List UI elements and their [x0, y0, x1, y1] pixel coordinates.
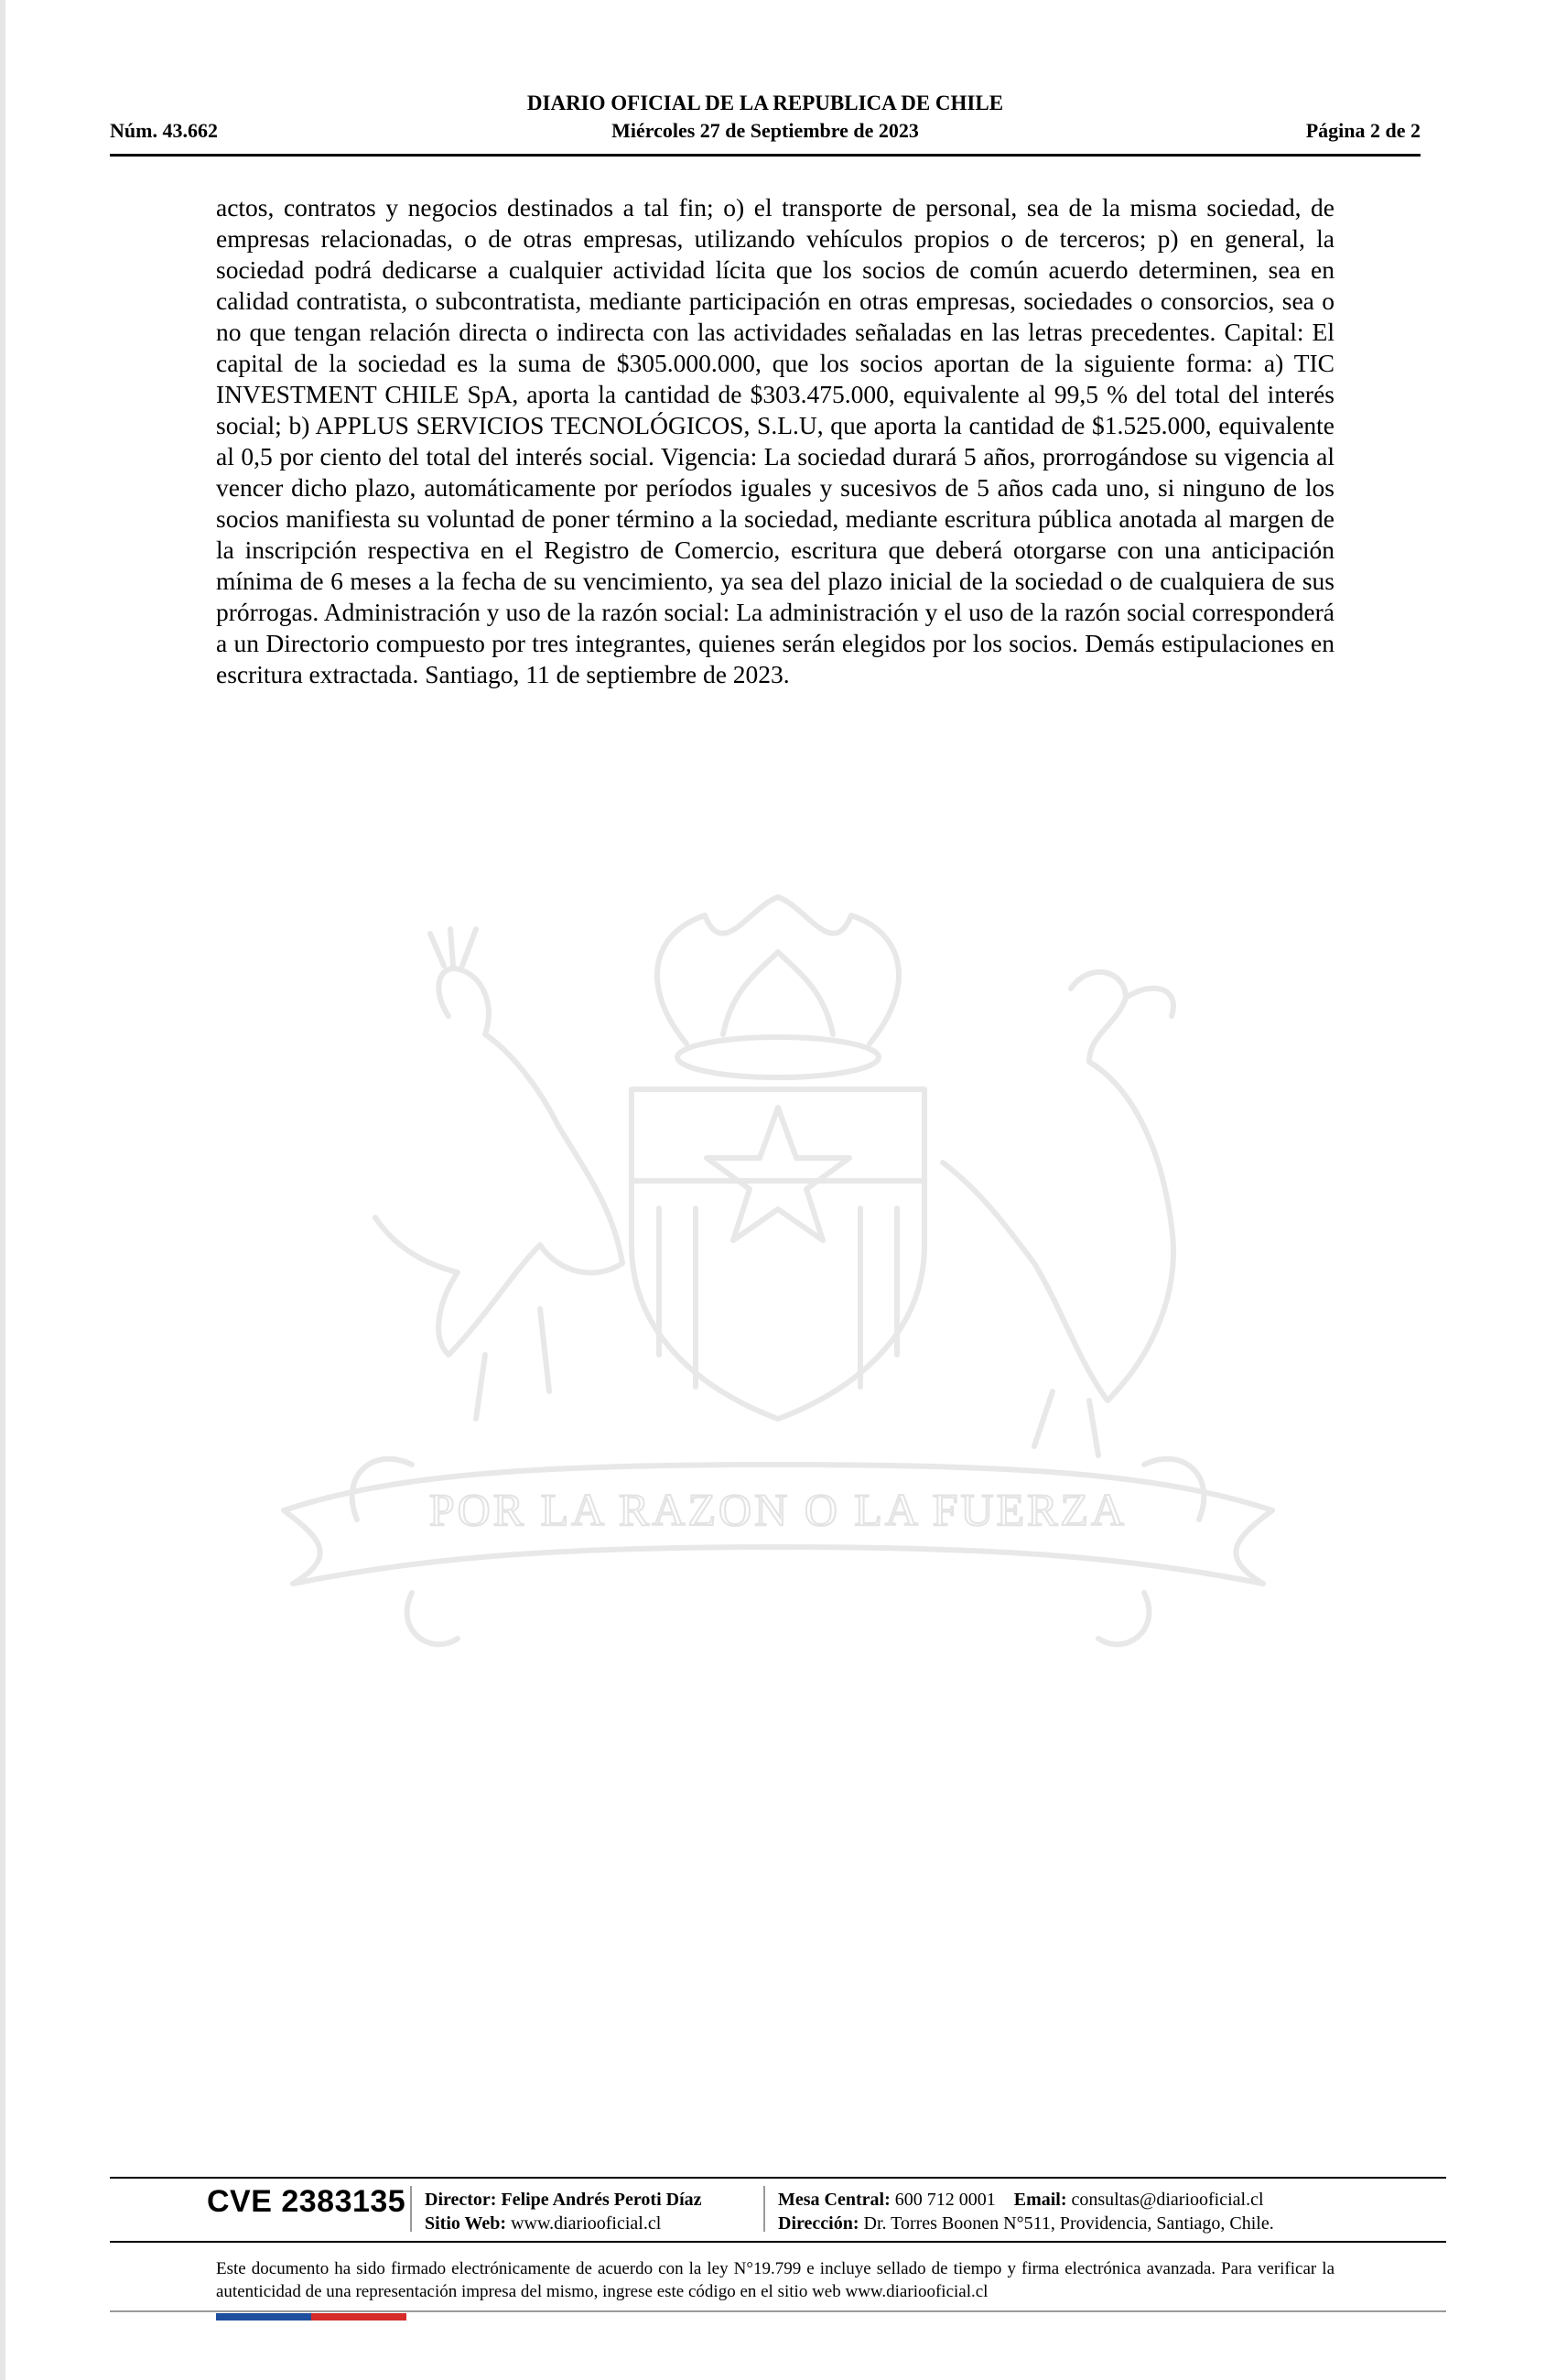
email-label: Email: — [1013, 2190, 1067, 2210]
flag-stripe-blue — [216, 2313, 311, 2320]
footer-divider-top — [110, 2177, 1446, 2179]
mesa-phone: 600 712 0001 — [894, 2190, 996, 2210]
footer-divider-bottom — [110, 2310, 1446, 2312]
header-divider — [110, 154, 1421, 157]
email-address[interactable]: consultas@diariooficial.cl — [1071, 2190, 1264, 2210]
flag-stripe-red — [311, 2313, 406, 2320]
page-indicator: Página 2 de 2 — [1305, 119, 1421, 142]
site-label: Sitio Web: — [425, 2213, 507, 2234]
header-row — [110, 119, 1421, 145]
issue-date: Miércoles 27 de Septiembre de 2023 — [611, 119, 919, 142]
motto-text: POR LA RAZON O LA FUERZA — [428, 1484, 1128, 1535]
footer-separator — [763, 2186, 765, 2232]
mesa-label: Mesa Central: — [778, 2190, 891, 2210]
publication-title: DIARIO OFICIAL DE LA REPUBLICA DE CHILE — [526, 92, 1004, 114]
footer-separator — [410, 2186, 412, 2232]
address-label: Dirección: — [778, 2213, 859, 2234]
site-url[interactable]: www.diariooficial.cl — [511, 2213, 662, 2234]
footer-divider-middle — [110, 2241, 1446, 2243]
address-value: Dr. Torres Boonen N°511, Providencia, Santiago, Chile. — [863, 2213, 1274, 2234]
signature-disclaimer: Este documento ha sido firmado electrónicamente de acuerdo con la ley N°19.799 e incluye sellado de tiempo y firma electrónica avanzada. Para verificar la autenticidad de una representación impresa del mismo, ingrese este código en el sitio web www.diariooficial.cl — [216, 2259, 1334, 2301]
page-edge — [0, 0, 5, 2380]
coat-of-arms-watermark-icon — [211, 879, 1345, 1666]
director-name: Felipe Andrés Peroti Díaz — [501, 2190, 702, 2210]
body-paragraph: actos, contratos y negocios destinados a tal fin; o) el transporte de personal, sea de la misma sociedad, de empresas relacionadas, o de otras empresas, utilizando vehículos propios o de terceros; p) en general, la sociedad podrá dedicarse a cualquier actividad lícita que los socios de común acuerdo determinen, sea en calidad contratista, o subcontratista, mediante participación en otras empresas, sociedades o consorcios, sea o no que tengan relación directa o indirecta con las actividades señaladas en las letras precedentes. Capital: El capital de la sociedad es la suma de $305.000.000, que los socios aportan de la siguiente forma: a) TIC INVESTMENT CHILE SpA, aporta la cantidad de $303.475.000, equivalente al 99,5 % del total del interés social; b) APPLUS SERVICIOS TECNOLÓGICOS, S.L.U, que aporta la cantidad de $1.525.000, equivalente al 0,5 por ciento del total del interés social. Vigencia: La sociedad durará 5 años, prorrogándose su vigencia al vencer dicho plazo, automáticamente por períodos iguales y sucesivos de 5 años cada uno, si ninguno de los socios manifiesta su voluntad de poner término a la sociedad, mediante escritura pública anotada al margen de la inscripción respectiva en el Registro de Comercio, escritura que deberá otorgarse con una anticipación mínima de 6 meses a la fecha de su vencimiento, ya sea del plazo inicial de la sociedad o de cualquiera de sus prórrogas. Administración y uso de la razón social: La administración y el uso de la razón social corresponderá a un Directorio compuesto por tres integrantes, quienes serán elegidos por los socios. Demás estipulaciones en escritura extractada. Santiago, 11 de septiembre de 2023. — [216, 193, 1334, 688]
director-label: Director: — [425, 2190, 497, 2210]
cve-code: CVE 2383135 — [207, 2184, 406, 2219]
contact-block — [778, 2188, 1274, 2235]
issue-number: Núm. 43.662 — [110, 119, 218, 142]
director-block — [425, 2188, 702, 2235]
